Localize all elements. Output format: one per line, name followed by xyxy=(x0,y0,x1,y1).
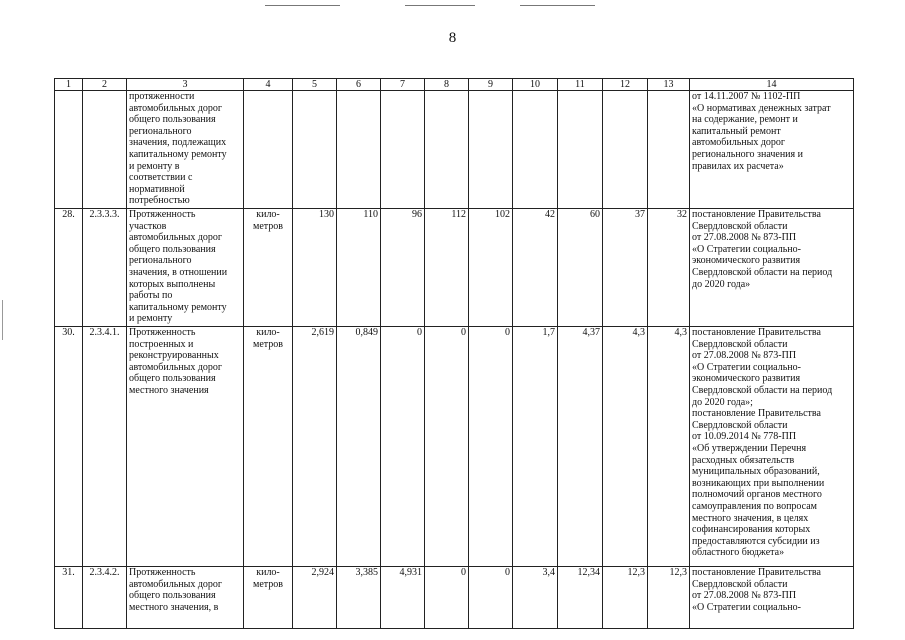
column-header: 10 xyxy=(513,79,558,91)
value-cell xyxy=(603,91,648,209)
source-document: от 14.11.2007 № 1102-ПП «О нормативах денежных затрат на содержание, ремонт и капитальный ремонт автомобильных дорог регионального значения и правилах их расчета» xyxy=(690,91,854,209)
value-cell: 0,849 xyxy=(337,327,381,567)
table-row xyxy=(55,567,854,629)
value-cell xyxy=(558,91,603,209)
row-code: 2.3.4.1. xyxy=(83,327,127,567)
row-number: 30. xyxy=(55,327,83,567)
column-header: 11 xyxy=(558,79,603,91)
table-row xyxy=(55,327,854,567)
value-cell: 4,37 xyxy=(558,327,603,567)
value-cell: 12,3 xyxy=(648,567,690,629)
row-number xyxy=(55,91,83,209)
value-cell: 37 xyxy=(603,209,648,327)
value-cell: 2,924 xyxy=(293,567,337,629)
top-rule xyxy=(265,5,340,6)
value-cell: 112 xyxy=(425,209,469,327)
value-cell xyxy=(337,91,381,209)
table-row xyxy=(55,91,854,209)
value-cell: 0 xyxy=(425,567,469,629)
row-number: 28. xyxy=(55,209,83,327)
scan-margin-mark xyxy=(2,300,3,340)
source-document: постановление Правительства Свердловской области от 27.08.2008 № 873-ПП «О Стратегии социально- экономического развития Свердловской области на период до 2020 года» xyxy=(690,209,854,327)
value-cell: 0 xyxy=(381,327,425,567)
value-cell: 2,619 xyxy=(293,327,337,567)
value-cell: 4,931 xyxy=(381,567,425,629)
column-header: 8 xyxy=(425,79,469,91)
value-cell: 12,3 xyxy=(603,567,648,629)
table-row xyxy=(55,209,854,327)
value-cell: 130 xyxy=(293,209,337,327)
value-cell: 110 xyxy=(337,209,381,327)
unit: кило- метров xyxy=(244,567,293,629)
source-document: постановление Правительства Свердловской области от 27.08.2008 № 873-ПП «О Стратегии социально- экономического развития Свердловской области на период до 2020 года»; постановление Правительства Свердловской области от 10.09.2014 № 778-ПП «Об утверждении Перечня расходных обязательств муниципальных образований, возникающих при выполнении полномочий органов местного самоуправления по вопросам местного значения, в целях софинансирования которых предоставляются субсидии из областного бюджета» xyxy=(690,327,854,567)
column-header: 2 xyxy=(83,79,127,91)
value-cell: 3,4 xyxy=(513,567,558,629)
value-cell xyxy=(469,91,513,209)
source-document: постановление Правительства Свердловской области от 27.08.2008 № 873-ПП «О Стратегии социально- xyxy=(690,567,854,629)
column-header: 6 xyxy=(337,79,381,91)
row-code: 2.3.4.2. xyxy=(83,567,127,629)
column-header: 1 xyxy=(55,79,83,91)
column-header: 4 xyxy=(244,79,293,91)
unit: кило- метров xyxy=(244,209,293,327)
value-cell xyxy=(293,91,337,209)
value-cell: 96 xyxy=(381,209,425,327)
value-cell: 60 xyxy=(558,209,603,327)
value-cell: 0 xyxy=(425,327,469,567)
top-rule xyxy=(520,5,595,6)
value-cell xyxy=(381,91,425,209)
value-cell: 102 xyxy=(469,209,513,327)
value-cell: 4,3 xyxy=(648,327,690,567)
column-header: 5 xyxy=(293,79,337,91)
value-cell xyxy=(513,91,558,209)
indicator-name: протяженности автомобильных дорог общего пользования регионального значения, подлежащих капитальному ремонту и ремонту в соответствии с нормативной потребностью xyxy=(127,91,244,209)
unit xyxy=(244,91,293,209)
column-header: 12 xyxy=(603,79,648,91)
value-cell: 0 xyxy=(469,567,513,629)
row-code: 2.3.3.3. xyxy=(83,209,127,327)
column-header: 3 xyxy=(127,79,244,91)
column-header: 9 xyxy=(469,79,513,91)
value-cell: 32 xyxy=(648,209,690,327)
page-number: 8 xyxy=(448,30,457,46)
value-cell: 1,7 xyxy=(513,327,558,567)
value-cell: 3,385 xyxy=(337,567,381,629)
indicator-name: Протяженность участков автомобильных дорог общего пользования регионального значения, в отношении которых выполнены работы по капитальному ремонту и ремонту xyxy=(127,209,244,327)
row-code xyxy=(83,91,127,209)
column-header: 7 xyxy=(381,79,425,91)
unit: кило- метров xyxy=(244,327,293,567)
indicators-table xyxy=(54,78,854,629)
indicator-name: Протяженность построенных и реконструированных автомобильных дорог общего пользования местного значения xyxy=(127,327,244,567)
table-header-row xyxy=(55,79,854,91)
column-header: 13 xyxy=(648,79,690,91)
value-cell: 0 xyxy=(469,327,513,567)
row-number: 31. xyxy=(55,567,83,629)
value-cell: 4,3 xyxy=(603,327,648,567)
top-rule xyxy=(405,5,475,6)
value-cell: 42 xyxy=(513,209,558,327)
value-cell: 12,34 xyxy=(558,567,603,629)
indicator-name: Протяженность автомобильных дорог общего пользования местного значения, в xyxy=(127,567,244,629)
value-cell xyxy=(648,91,690,209)
value-cell xyxy=(425,91,469,209)
column-header: 14 xyxy=(690,79,854,91)
